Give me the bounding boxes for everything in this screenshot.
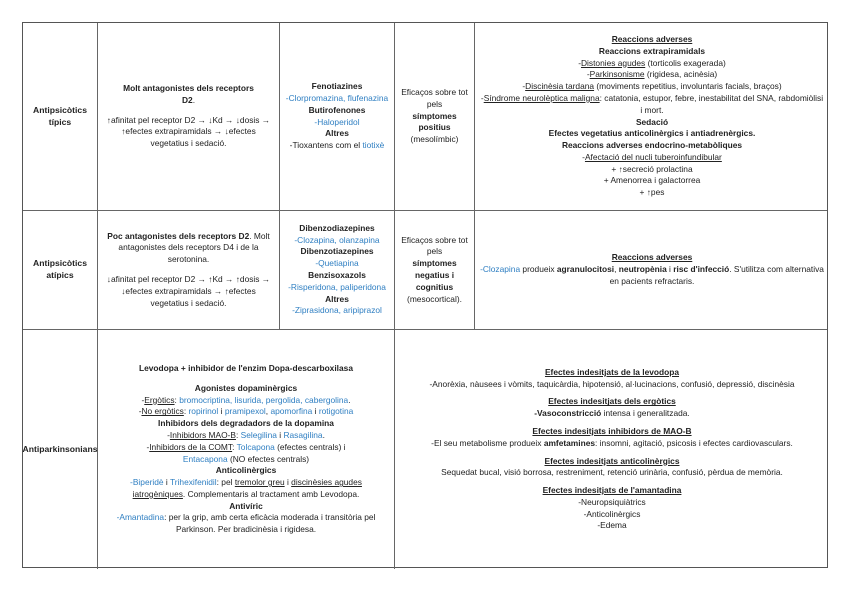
row-label-atipics: Antipsicòtics atípics	[33, 258, 87, 280]
pharmacology-table	[22, 22, 828, 568]
row-label-tipics: Antipsicòtics típics	[33, 104, 87, 127]
drugs-tipics: Fenotiazines -Clorpromazina, flufenazina Butirofenones -Haloperidol Altres -Tioxantens com el tiotixè	[285, 81, 389, 151]
drugs-antiparkinsonians: Levodopa + inhibidor de l'enzim Dopa-descarboxilasa Agonistes dopaminèrgics -Ergòtics: bromocriptina, lisurida, pergolida, cabergolina. -No ergòtics: ropirinol i pramipexol, apomorfina i rotigotina Inhibidors dels degradadors de la dopamina -Inhibidors MAO-B: Selegilina i Rasagilina. -Inhibidors de la COMT: Tolcapona (efectes centrals) i Entacapona (NO efectes centrals) Anticolinèrgics -Biperidè i Trihexifenidil: pel tremolor greu i discinèsies agudes iatrogèniques. Complementaris al tractament amb Levodopa. Antivíric -Amantadina: per la grip, amb certa eficàcia moderada i transitòria pel Parkinson. Per bradicinèsia i rigidesa.	[116, 362, 376, 535]
row-label-antiparkinsonians: Antiparkinsonians	[22, 443, 98, 454]
adverse-antiparkinsonians: Efectes indesitjats de la levodopa -Anorèxia, nàusees i vòmits, taquicàrdia, hipotensió, al·lucinacions, confusió, depressió, discinèsia Efectes indesitjats dels ergòtics -Vasoconstricció intensa i generalitzada. Efectes indesitjats inhibidors de MAO-B -El seu metabolisme produeix amfetamines: insomni, agitació, psicosis i efectes cardiovasculars. Efectes indesitjats anticolinèrgics Sequedat bucal, visió borrosa, restreniment, retenció urinària, confusió, pèrdua de memòria. Efectes indesitjats de l'amantadina -Neuropsiquiàtrics -Anticolinèrgics -Edema	[429, 366, 795, 531]
drugs-atipics: Dibenzodiazepines -Clozapina, olanzapina Dibenzotiazepines -Quetiapina Benzisoxazols -Risperidona, paliperidona Altres -Ziprasidona, aripiprazol	[288, 222, 386, 316]
adverse-tipics: Reaccions adverses Reaccions extrapiramidals -Distonies agudes (torticolis exagerada) -Parkinsonisme (rigidesa, acinèsia) -Discinèsia tardana (moviments repetitius, involuntaris facials, braços) -Síndrome neurolèptica maligna: catatonia, estupor, febre, inestabilitat del SNA, rabdomiòlisi i mort. Sedació Efectes vegetatius anticolinèrgics i antiadrenèrgics. Reaccions adverses endocrino-metabòliques -Afectació del nucli tuberoinfundibular + ↑secreció prolactina + Amenorrea i galactorrea + ↑pes	[480, 33, 824, 198]
adverse-atipics: Reaccions adverses -Clozapina produeix agranulocitosi, neutropènia i risc d'infecció. S'utilitza com alternativa en pacients refractaris.	[480, 252, 824, 286]
mechanism-tipics: Molt antagonistes dels receptors D2. ↑afinitat pel receptor D2 → ↓Kd → ↓dosis → ↑efectes extrapiramidals → ↓efectes vegetatius i sedació.	[106, 83, 271, 149]
efficacy-atipics: Eficaços sobre tot pels símptomes negatius i cognitius (mesocortical).	[401, 234, 468, 304]
efficacy-tipics: Eficaços sobre tot pels símptomes positius (mesolímbic)	[401, 87, 468, 145]
mechanism-atipics: Poc antagonistes dels receptors D2. Molt antagonistes dels receptors D4 i de la serotonina. ↓afinitat pel receptor D2 → ↑Kd → ↑dosis → ↓efectes extrapiramidals → ↑efectes vegetatius i sedació.	[106, 230, 271, 308]
